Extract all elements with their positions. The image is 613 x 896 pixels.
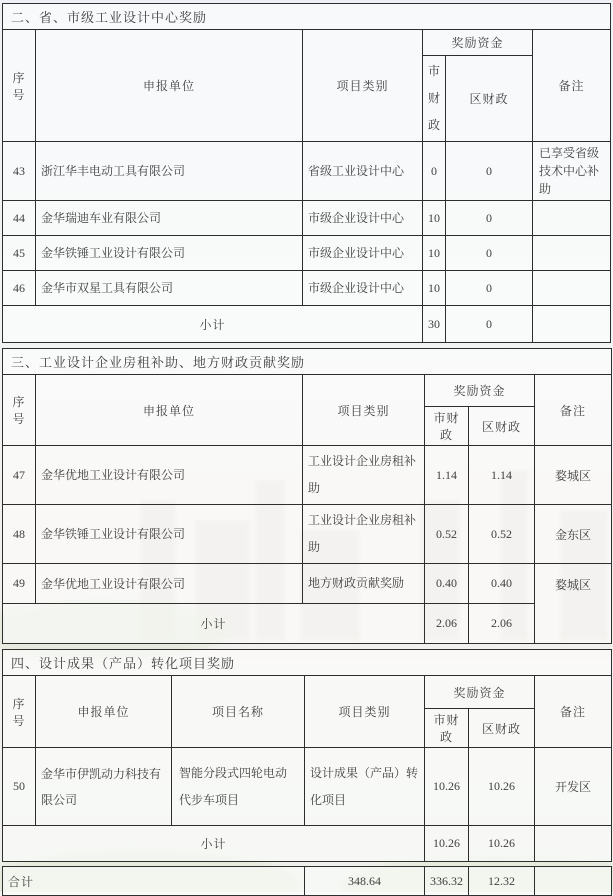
subtotal-label: 小计 bbox=[3, 826, 425, 862]
col-header-category: 项目类别 bbox=[303, 30, 423, 142]
cell-remark bbox=[533, 271, 611, 306]
cell-seq: 47 bbox=[3, 446, 36, 505]
cell-category: 市级企业设计中心 bbox=[303, 201, 423, 236]
col-header-city-finance: 市财政 bbox=[425, 709, 469, 748]
subtotal-row bbox=[3, 604, 612, 644]
cell-district-fund: 1.14 bbox=[469, 446, 535, 505]
subtotal-label: 小计 bbox=[3, 306, 423, 343]
section-title: 四、设计成果（产品）转化项目奖励 bbox=[3, 650, 612, 676]
cell-city-fund: 10 bbox=[423, 201, 446, 236]
subtotal-district-fund: 0 bbox=[446, 306, 533, 343]
cell-city-fund: 0.40 bbox=[425, 564, 469, 604]
cell-unit: 浙江华丰电动工具有限公司 bbox=[36, 142, 303, 201]
cell-district-fund: 0.52 bbox=[469, 505, 535, 564]
cell-unit: 金华铁锤工业设计有限公司 bbox=[36, 505, 303, 564]
cell-district-fund: 0 bbox=[446, 236, 533, 271]
section-title: 三、工业设计企业房租补助、地方财政贡献奖励 bbox=[3, 349, 612, 375]
col-header-remark: 备注 bbox=[535, 676, 612, 748]
col-header-fund: 奖励资金 bbox=[425, 676, 535, 709]
table-design-center-awards bbox=[2, 3, 611, 343]
cell-unit: 金华市双星工具有限公司 bbox=[36, 271, 303, 306]
table-row bbox=[3, 236, 611, 271]
cell-seq: 44 bbox=[3, 201, 36, 236]
cell-remark: 开发区 bbox=[535, 748, 612, 826]
cell-remark: 婺城区 bbox=[535, 446, 612, 505]
cell-remark: 金东区 bbox=[535, 505, 612, 564]
col-header-city-finance: 市财政 bbox=[423, 56, 446, 142]
table-row bbox=[3, 142, 611, 201]
col-header-city-finance: 市财政 bbox=[425, 407, 469, 446]
cell-remark: 婺城区 bbox=[535, 564, 612, 644]
cell-unit: 金华优地工业设计有限公司 bbox=[36, 564, 303, 604]
grand-total-row bbox=[3, 867, 612, 896]
cell-district-fund: 0 bbox=[446, 142, 533, 201]
cell-category: 市级企业设计中心 bbox=[303, 271, 423, 306]
col-header-district-finance: 区财政 bbox=[469, 407, 535, 446]
cell-remark bbox=[533, 236, 611, 271]
col-header-unit: 申报单位 bbox=[36, 375, 303, 446]
cell-city-fund: 0 bbox=[423, 142, 446, 201]
table-row bbox=[3, 271, 611, 306]
cell-category: 设计成果（产品）转化项目 bbox=[305, 748, 425, 826]
col-header-project-name: 项目名称 bbox=[172, 676, 305, 748]
col-header-district-finance: 区财政 bbox=[446, 56, 533, 142]
table-row bbox=[3, 446, 612, 505]
cell-category: 工业设计企业房租补助 bbox=[303, 505, 425, 564]
subtotal-city-fund: 2.06 bbox=[425, 604, 469, 644]
grand-total-sum: 348.64 bbox=[305, 867, 425, 896]
cell-category: 省级工业设计中心 bbox=[303, 142, 423, 201]
col-header-seq: 序号 bbox=[3, 375, 36, 446]
cell-district-fund: 10.26 bbox=[469, 748, 535, 826]
subtotal-row bbox=[3, 826, 612, 862]
col-header-unit: 申报单位 bbox=[36, 676, 172, 748]
col-header-seq: 序号 bbox=[3, 676, 36, 748]
cell-city-fund: 1.14 bbox=[425, 446, 469, 505]
cell-unit: 金华市伊凯动力科技有限公司 bbox=[36, 748, 172, 826]
table-row bbox=[3, 201, 611, 236]
subtotal-remark bbox=[535, 826, 612, 862]
cell-remark bbox=[533, 201, 611, 236]
cell-category: 地方财政贡献奖励 bbox=[303, 564, 425, 604]
col-header-fund: 奖励资金 bbox=[425, 375, 535, 407]
col-header-unit: 申报单位 bbox=[36, 30, 303, 142]
table-product-transformation-awards bbox=[2, 649, 612, 862]
cell-city-fund: 10 bbox=[423, 271, 446, 306]
subtotal-label: 小计 bbox=[3, 604, 425, 644]
subtotal-district-fund: 10.26 bbox=[469, 826, 535, 862]
cell-unit: 金华铁锤工业设计有限公司 bbox=[36, 236, 303, 271]
col-header-category: 项目类别 bbox=[303, 375, 425, 446]
table-row bbox=[3, 505, 612, 564]
grand-total-district-fund: 12.32 bbox=[469, 867, 535, 896]
cell-seq: 45 bbox=[3, 236, 36, 271]
subtotal-row bbox=[3, 306, 611, 343]
col-header-remark: 备注 bbox=[535, 375, 612, 446]
table-rent-subsidy-awards bbox=[2, 348, 612, 644]
cell-seq: 46 bbox=[3, 271, 36, 306]
col-header-seq: 序号 bbox=[3, 30, 36, 142]
cell-unit: 金华瑞迪车业有限公司 bbox=[36, 201, 303, 236]
cell-city-fund: 10.26 bbox=[425, 748, 469, 826]
cell-district-fund: 0 bbox=[446, 271, 533, 306]
cell-district-fund: 0.40 bbox=[469, 564, 535, 604]
grand-total-label: 合计 bbox=[3, 867, 305, 896]
cell-city-fund: 0.52 bbox=[425, 505, 469, 564]
cell-seq: 43 bbox=[3, 142, 36, 201]
cell-category: 市级企业设计中心 bbox=[303, 236, 423, 271]
cell-remark: 已享受省级技术中心补助 bbox=[533, 142, 611, 201]
col-header-category: 项目类别 bbox=[305, 676, 425, 748]
grand-total-remark bbox=[535, 867, 612, 896]
table-row bbox=[3, 564, 612, 604]
subtotal-district-fund: 2.06 bbox=[469, 604, 535, 644]
section-title: 二、省、市级工业设计中心奖励 bbox=[3, 4, 611, 30]
cell-seq: 50 bbox=[3, 748, 36, 826]
cell-project-name: 智能分段式四轮电动代步车项目 bbox=[172, 748, 305, 826]
cell-category: 工业设计企业房租补助 bbox=[303, 446, 425, 505]
col-header-district-finance: 区财政 bbox=[469, 709, 535, 748]
cell-district-fund: 0 bbox=[446, 201, 533, 236]
col-header-fund: 奖励资金 bbox=[423, 30, 533, 56]
subtotal-remark bbox=[533, 306, 611, 343]
subtotal-city-fund: 30 bbox=[423, 306, 446, 343]
cell-unit: 金华优地工业设计有限公司 bbox=[36, 446, 303, 505]
cell-city-fund: 10 bbox=[423, 236, 446, 271]
grand-total-city-fund: 336.32 bbox=[425, 867, 469, 896]
table-row bbox=[3, 748, 612, 826]
subtotal-city-fund: 10.26 bbox=[425, 826, 469, 862]
col-header-remark: 备注 bbox=[533, 30, 611, 142]
cell-seq: 48 bbox=[3, 505, 36, 564]
cell-seq: 49 bbox=[3, 564, 36, 604]
